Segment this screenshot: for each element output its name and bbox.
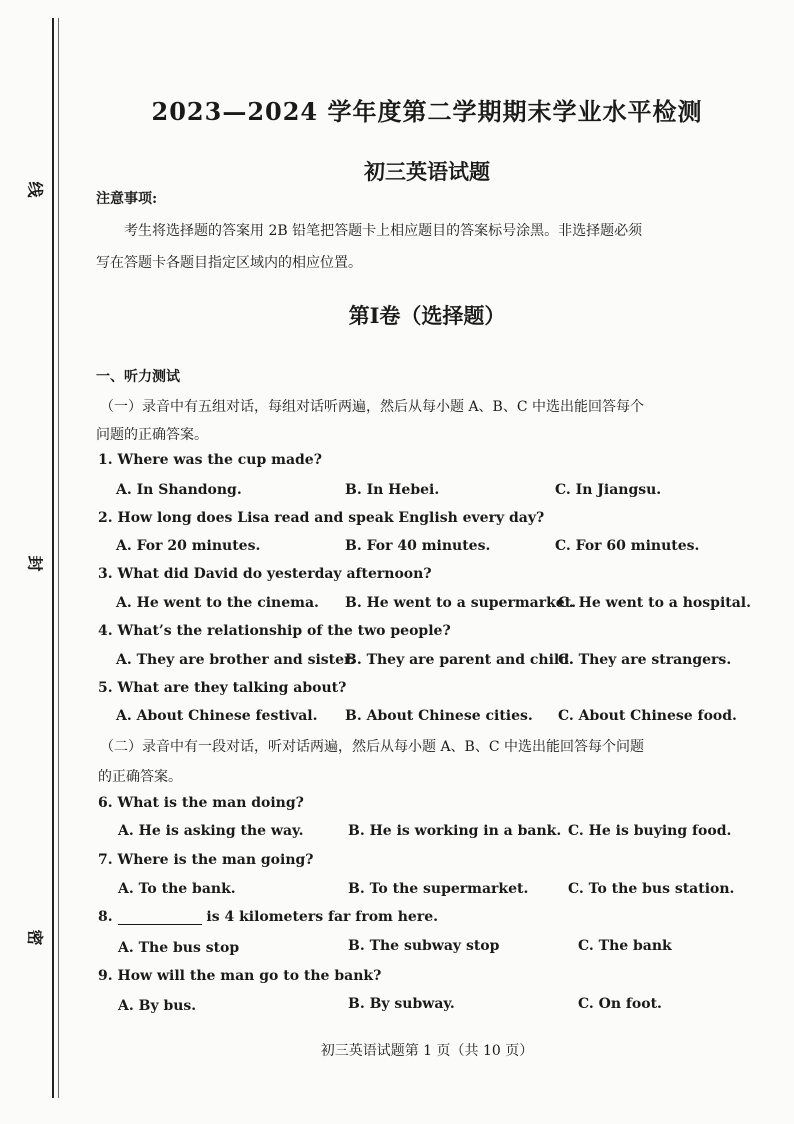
part1-sub2-line-2: 的正确答案。 <box>98 769 182 785</box>
option-2c: C. For 60 minutes. <box>555 538 700 554</box>
option-9a: A. By bus. <box>118 998 197 1014</box>
option-8b: B. The subway stop <box>348 938 500 954</box>
question-3: 3. What did David do yesterday afternoon? <box>98 566 432 582</box>
option-8c: C. The bank <box>578 938 672 954</box>
option-3b: B. He went to a supermarket. <box>345 595 577 611</box>
margin-char-secret: 密 <box>25 929 45 946</box>
page-title: 2023—2024 学年度第二学期期末学业水平检测 <box>151 97 703 126</box>
option-1c: C. In Jiangsu. <box>555 482 662 498</box>
notice-line-2: 写在答题卡各题目指定区域内的相应位置。 <box>96 255 362 271</box>
part1-sub1-line-2: 问题的正确答案。 <box>96 427 208 443</box>
margin-char-line: 线 <box>25 181 45 198</box>
question-8 <box>98 909 438 925</box>
page-subtitle: 初三英语试题 <box>364 159 490 184</box>
margin-char-seal: 封 <box>25 555 45 572</box>
option-7c: C. To the bus station. <box>568 881 735 897</box>
part1-heading: 一、听力测试 <box>96 369 180 385</box>
option-6a: A. He is asking the way. <box>118 823 304 839</box>
option-7b: B. To the supermarket. <box>348 881 529 897</box>
option-7a: A. To the bank. <box>118 881 236 897</box>
part1-sub1-line-1: （一）录音中有五组对话，每组对话听两遍，然后从每小题 A、B、C 中选出能回答每个 <box>100 399 645 415</box>
question-8-number: 8. <box>98 909 113 925</box>
question-1: 1. Where was the cup made? <box>98 452 322 468</box>
binding-line <box>52 18 54 1098</box>
option-4a: A. They are brother and sister. <box>116 652 355 668</box>
section-title: 第Ⅰ卷（选择题） <box>348 303 506 328</box>
option-5b: B. About Chinese cities. <box>345 708 533 724</box>
option-8a: A. The bus stop <box>118 940 240 956</box>
page-footer: 初三英语试题第 1 页（共 10 页） <box>320 1043 534 1059</box>
option-2b: B. For 40 minutes. <box>345 538 491 554</box>
question-7: 7. Where is the man going? <box>98 852 314 868</box>
notice-heading: 注意事项: <box>96 191 158 207</box>
part1-sub2-line-1: （二）录音中有一段对话，听对话两遍，然后从每小题 A、B、C 中选出能回答每个问题 <box>100 739 645 755</box>
option-9b: B. By subway. <box>348 996 455 1012</box>
question-8-blank <box>118 910 202 925</box>
question-6: 6. What is the man doing? <box>98 795 304 811</box>
option-5c: C. About Chinese food. <box>558 708 737 724</box>
option-1b: B. In Hebei. <box>345 482 440 498</box>
option-3c: C. He went to a hospital. <box>558 595 751 611</box>
option-9c: C. On foot. <box>578 996 662 1012</box>
question-5: 5. What are they talking about? <box>98 680 347 696</box>
option-6c: C. He is buying food. <box>568 823 732 839</box>
option-5a: A. About Chinese festival. <box>116 708 318 724</box>
option-6b: B. He is working in a bank. <box>348 823 562 839</box>
option-3a: A. He went to the cinema. <box>116 595 319 611</box>
option-1a: A. In Shandong. <box>116 482 242 498</box>
binding-line-inner <box>58 18 59 1098</box>
question-8-text: is 4 kilometers far from here. <box>206 909 438 925</box>
notice-line-1: 考生将选择题的答案用 2B 铅笔把答题卡上相应题目的答案标号涂黑。非选择题必须 <box>124 223 643 239</box>
option-4b: B. They are parent and child. <box>345 652 574 668</box>
question-2: 2. How long does Lisa read and speak English every day? <box>98 510 545 526</box>
question-9: 9. How will the man go to the bank? <box>98 968 382 984</box>
question-4: 4. What’s the relationship of the two people? <box>98 623 451 639</box>
option-4c: C. They are strangers. <box>558 652 732 668</box>
option-2a: A. For 20 minutes. <box>116 538 261 554</box>
